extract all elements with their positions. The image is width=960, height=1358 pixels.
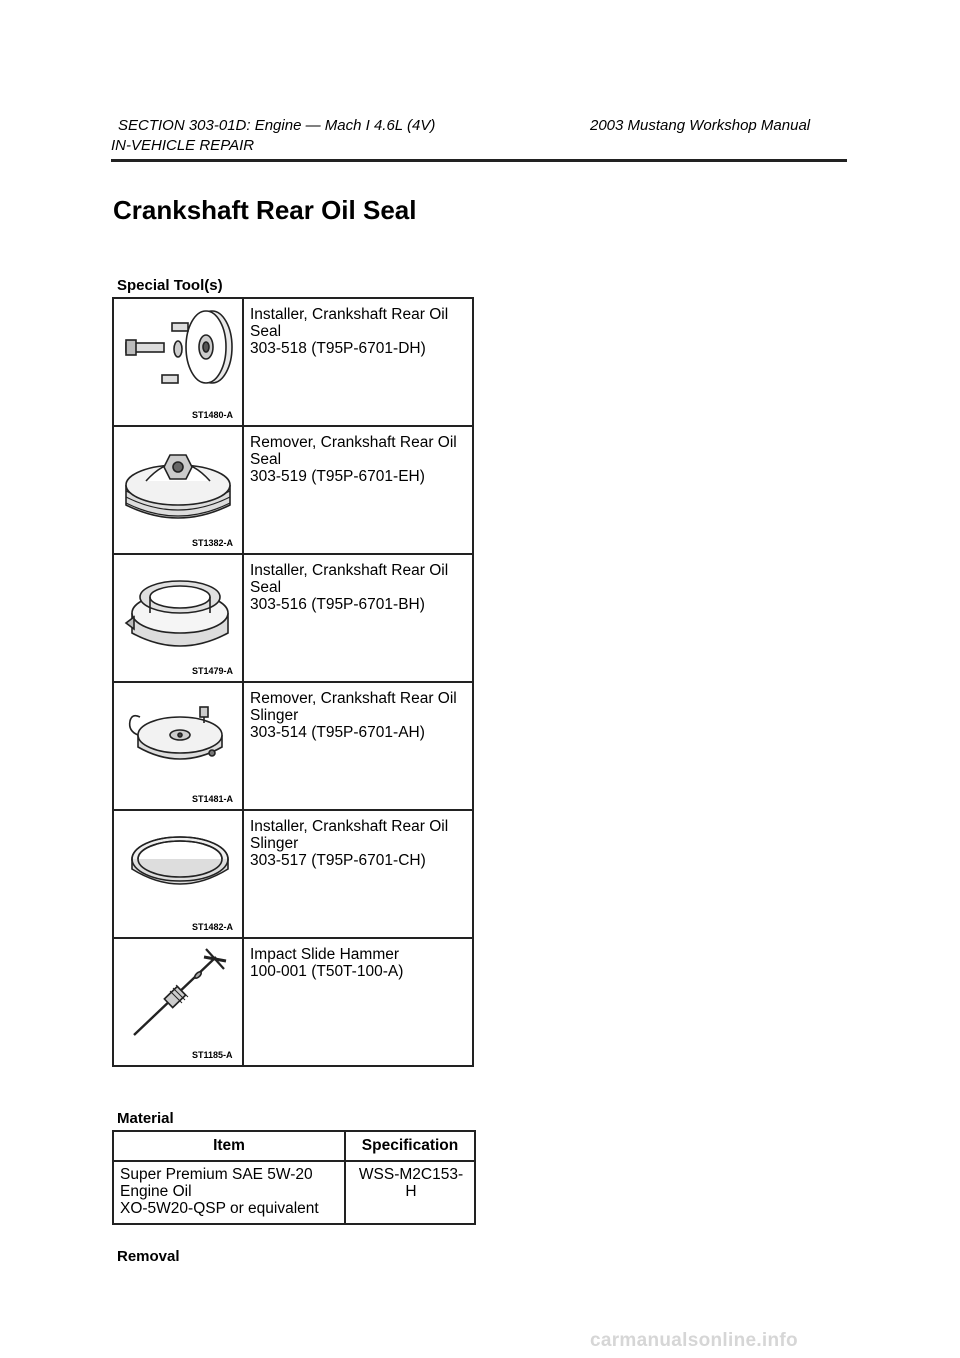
table-row: [113, 554, 473, 682]
material-item-cell: [113, 1161, 345, 1224]
tool-name: Remover, Crankshaft Rear Oil: [250, 434, 457, 451]
tool-part-number: 303-519 (T95P-6701-EH): [250, 468, 425, 485]
tool-part-number: 100-001 (T50T-100-A): [250, 963, 404, 980]
header-divider: [111, 159, 847, 162]
slide-hammer-icon: [120, 947, 236, 1043]
material-item-part: XO-5W20-QSP or equivalent: [120, 1200, 319, 1217]
material-item-name-cont: Engine Oil: [120, 1183, 192, 1200]
table-row: [113, 682, 473, 810]
tool-image-cell: [113, 682, 243, 810]
material-spec-cont: H: [405, 1183, 417, 1200]
tool-name: Impact Slide Hammer: [250, 946, 400, 963]
slinger-installer-ring-icon: [120, 819, 236, 915]
table-header-row: [113, 1131, 475, 1161]
tool-image-cell: [113, 554, 243, 682]
column-header-item: Item: [113, 1131, 345, 1161]
tool-image-cell: [113, 810, 243, 938]
tool-description: [243, 938, 473, 1066]
manual-title: 2003 Mustang Workshop Manual: [590, 117, 811, 134]
tool-image-cell: [113, 298, 243, 426]
tool-name-cont: Seal: [250, 451, 282, 468]
tool-description: [243, 298, 473, 426]
tool-part-number: 303-514 (T95P-6701-AH): [250, 724, 425, 741]
tool-name: Installer, Crankshaft Rear Oil: [250, 562, 449, 579]
table-row: [113, 298, 473, 426]
watermark: carmanualsonline.info: [590, 1330, 798, 1351]
special-tools-caption: Special Tool(s): [117, 277, 223, 294]
seal-installer-tool-icon: [120, 307, 236, 403]
table-row: [113, 426, 473, 554]
tool-description: [243, 810, 473, 938]
tool-image-code: ST1482-A: [192, 922, 234, 932]
tool-image-code: ST1479-A: [192, 666, 234, 676]
table-row: [113, 1161, 475, 1224]
tool-name-cont: Seal: [250, 579, 282, 596]
material-item-name: Super Premium SAE 5W-20: [120, 1166, 313, 1183]
tool-name-cont: Seal: [250, 323, 282, 340]
material-spec-cell: [345, 1161, 475, 1224]
tool-image-code: ST1185-A: [192, 1050, 233, 1060]
tool-part-number: 303-518 (T95P-6701-DH): [250, 340, 426, 357]
material-caption: Material: [117, 1110, 174, 1127]
tool-description: [243, 554, 473, 682]
tool-name: Remover, Crankshaft Rear Oil: [250, 690, 457, 707]
tool-description: [243, 682, 473, 810]
page-title: Crankshaft Rear Oil Seal: [113, 195, 417, 225]
tool-part-number: 303-516 (T95P-6701-BH): [250, 596, 425, 613]
column-header-specification: Specification: [345, 1131, 475, 1161]
tool-name: Installer, Crankshaft Rear Oil: [250, 818, 449, 835]
table-row: [113, 938, 473, 1066]
tool-image-code: ST1480-A: [192, 410, 234, 420]
seal-installer-ring-icon: [120, 563, 236, 659]
tool-image-code: ST1382-A: [192, 538, 234, 548]
tool-name-cont: Slinger: [250, 835, 299, 852]
tool-image-cell: [113, 426, 243, 554]
seal-remover-tool-icon: [120, 435, 236, 531]
tool-name-cont: Slinger: [250, 707, 299, 724]
subsection-title: IN-VEHICLE REPAIR: [111, 137, 255, 154]
tool-image-code: ST1481-A: [192, 794, 234, 804]
special-tools-table: [112, 297, 474, 1067]
tool-image-cell: [113, 938, 243, 1066]
tool-description: [243, 426, 473, 554]
material-table: [112, 1130, 476, 1225]
material-spec: WSS-M2C153-: [358, 1166, 464, 1183]
table-row: [113, 810, 473, 938]
section-title: SECTION 303-01D: Engine — Mach I 4.6L (4V): [118, 117, 436, 134]
tool-part-number: 303-517 (T95P-6701-CH): [250, 852, 426, 869]
removal-heading: Removal: [117, 1248, 180, 1265]
slinger-remover-tool-icon: [120, 691, 236, 787]
tool-name: Installer, Crankshaft Rear Oil: [250, 306, 449, 323]
